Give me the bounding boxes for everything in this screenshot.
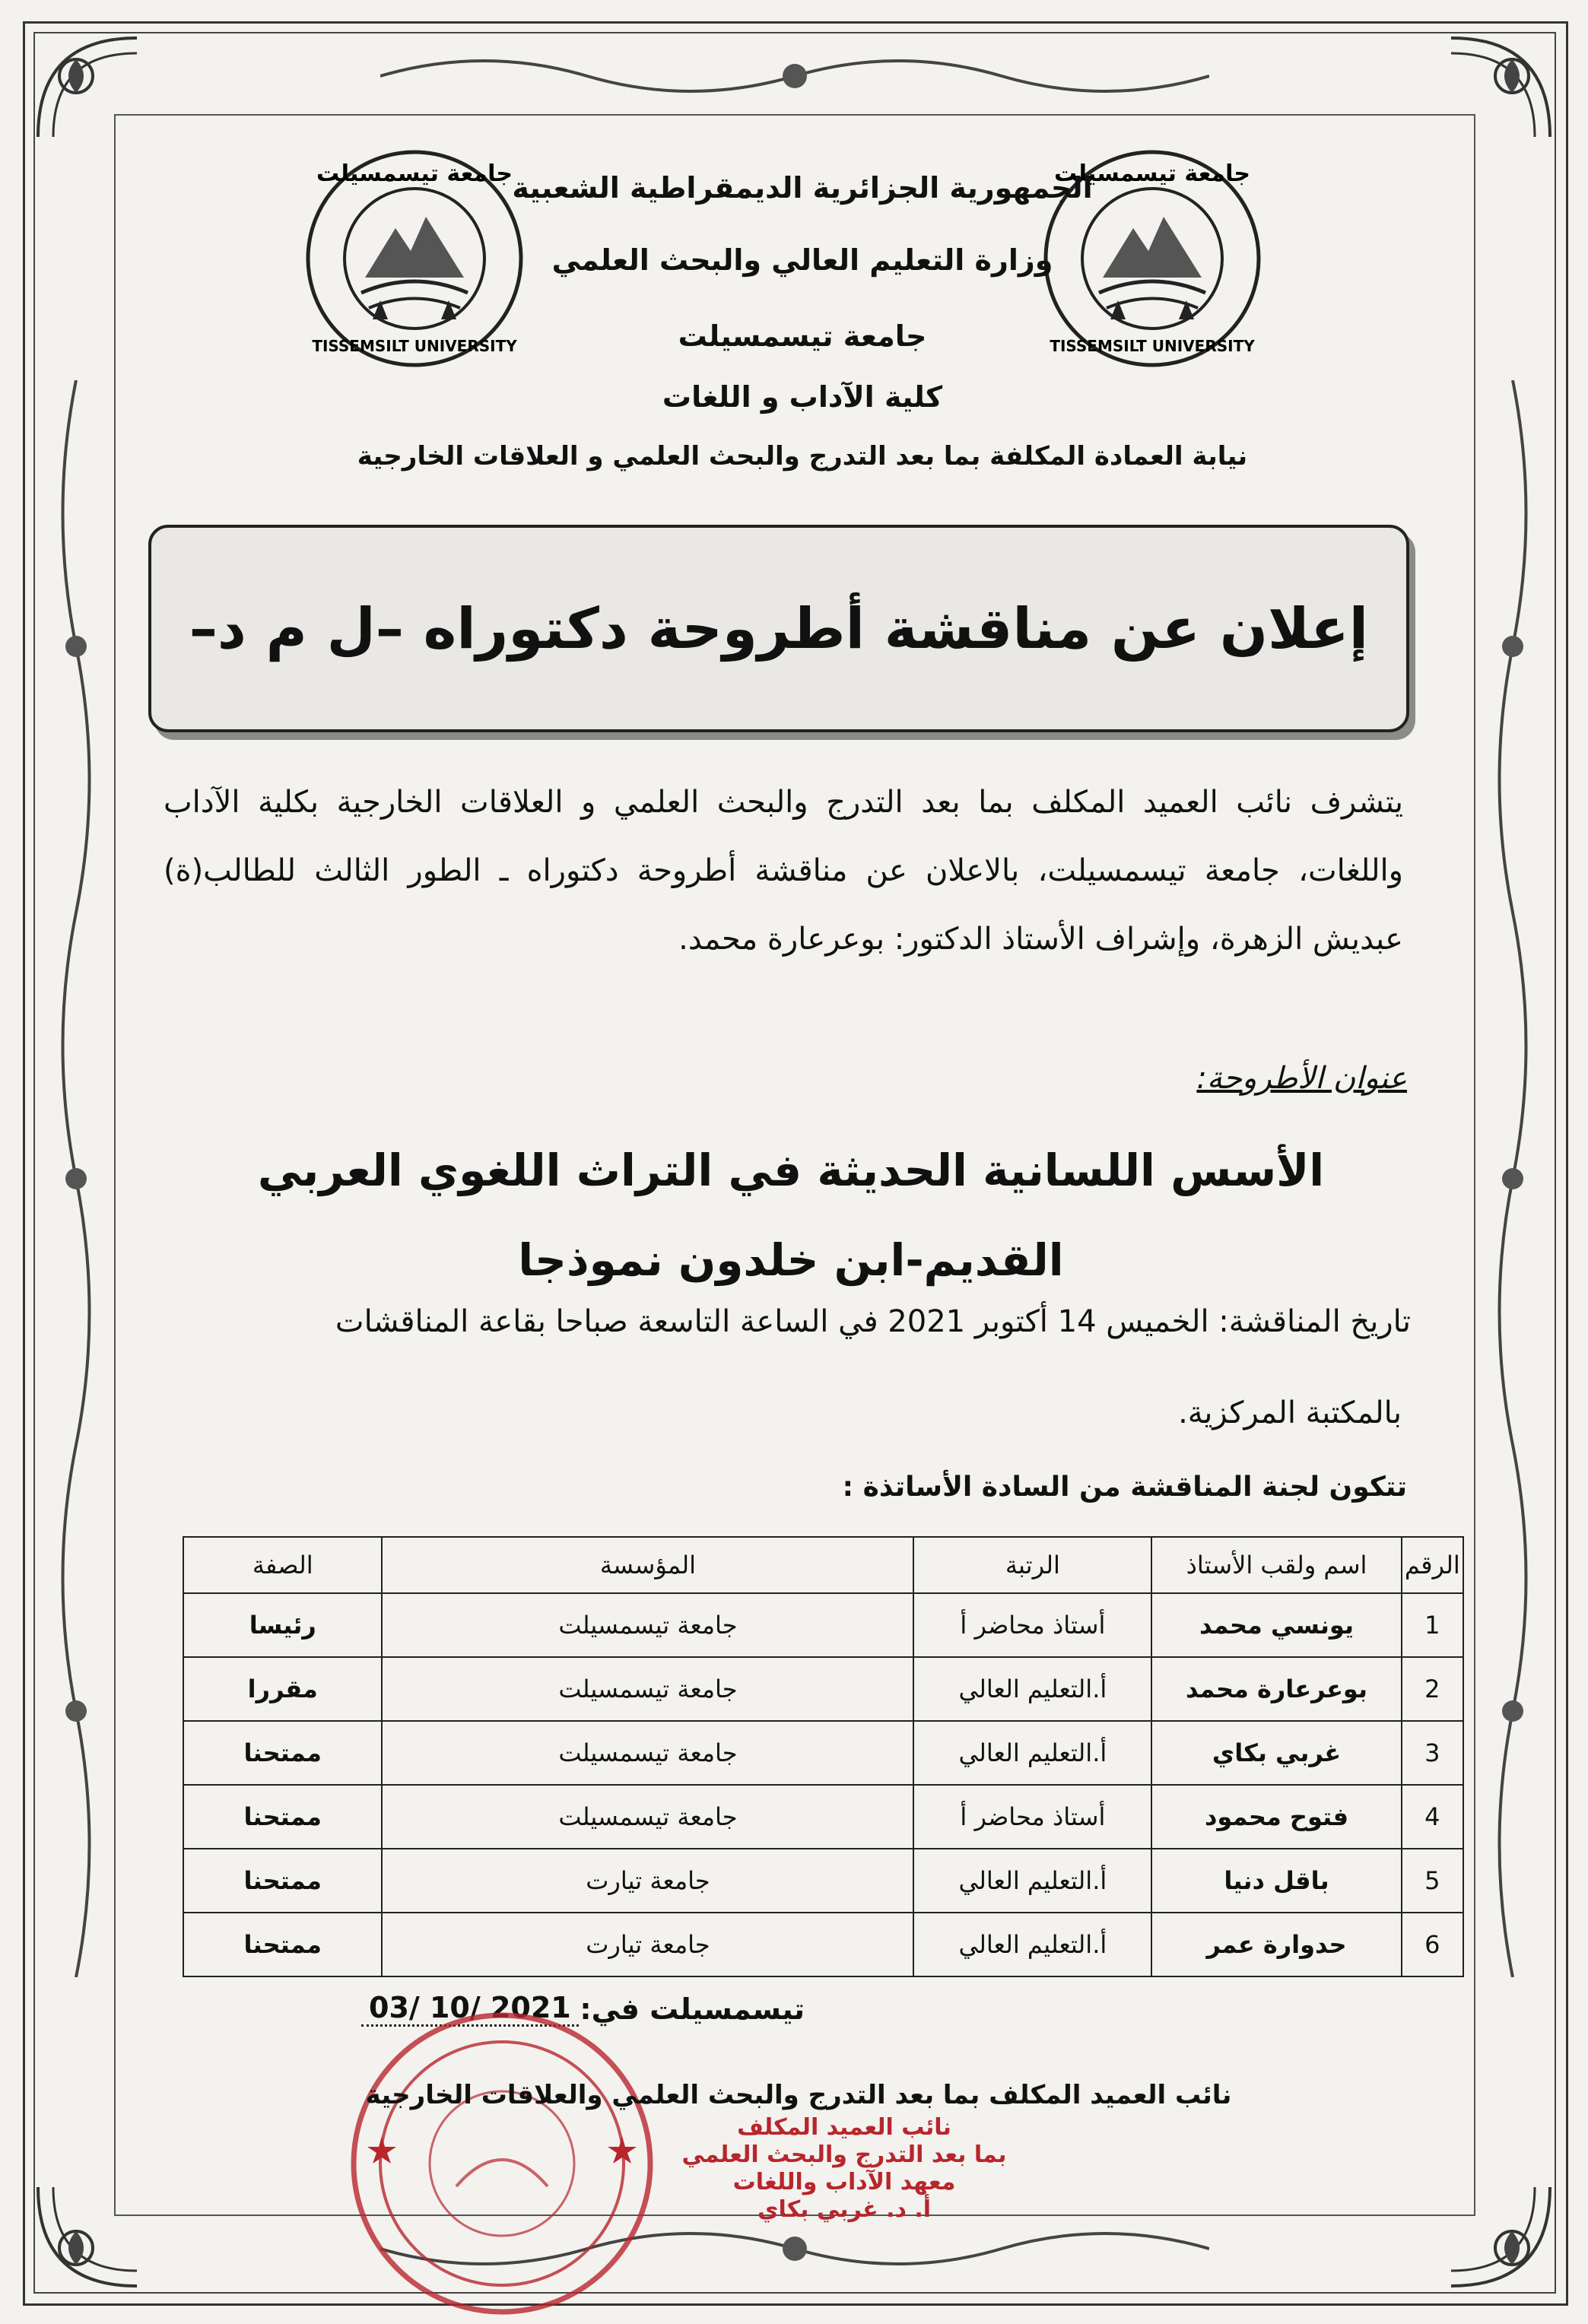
cell-institution: جامعة تيسمسيلت [382,1721,913,1785]
corner-ornament-icon [30,2180,145,2294]
corner-ornament-icon [1443,30,1558,144]
left-side-ornament-icon [42,380,110,1977]
thesis-title: الأسس اللسانية الحديثة في التراث اللغوي العربي القديم-ابن خلدون نموذجا [257,1145,1325,1286]
republic-heading: الجمهورية الجزائرية الديمقراطية الشعبية [512,171,1093,205]
signature-date: 03/ 10/ 2021 [361,1991,579,2027]
announcement-paragraph: يتشرف نائب العميد المكلف بما بعد التدرج والبحث العلمي و العلاقات الخارجية بكلية الآداب واللغات، جامعة تيسمسيلت، بالاعلان عن مناقشة أطروحة دكتوراه ـ الطور الثالث للطالب(ة) عبديش الزهرة، وإشراف الأستاذ الدكتور: بوعرعارة محمد. [164,785,1403,957]
corner-ornament-icon [30,30,145,144]
cell-role: مقررا [183,1657,382,1721]
cell-rank: أ.التعليم العالي [913,1657,1151,1721]
logo-arabic-text: جامعة تيسمسيلت [1054,160,1250,187]
cell-institution: جامعة تيسمسيلت [382,1593,913,1657]
cell-role: ممتحنا [183,1849,382,1913]
cell-rank: أ.التعليم العالي [913,1849,1151,1913]
cell-rank: أستاذ محاضر أ [913,1593,1151,1657]
header-num: الرقم [1402,1537,1463,1593]
header-name: اسم ولقب الأستاذ [1151,1537,1401,1593]
corner-ornament-icon [1443,2180,1558,2294]
table-row [183,1849,1463,1913]
table-row [183,1913,1463,1976]
cell-num: 1 [1402,1593,1463,1657]
logo-latin-text: TISSEMSILT UNIVERSITY [1050,337,1255,355]
cell-name: باقل دنيا [1151,1849,1401,1913]
table-row [183,1593,1463,1657]
cell-rank: أ.التعليم العالي [913,1913,1151,1976]
cell-role: ممتحنا [183,1913,382,1976]
announcement-title-box [148,525,1409,732]
stamp-name: أ. د. غربي بكاي [757,2196,932,2223]
header-institution: المؤسسة [382,1537,913,1593]
faculty-heading: كلية الآداب و اللغات [662,380,943,414]
cell-name: غربي بكاي [1151,1721,1401,1785]
thesis-title-label: عنوان الأطروحة: [1196,1061,1407,1096]
official-stamp-icon [342,2004,662,2323]
cell-num: 5 [1402,1849,1463,1913]
cell-num: 3 [1402,1721,1463,1785]
committee-intro: تتكون لجنة المناقشة من السادة الأساتذة : [842,1472,1407,1503]
right-side-ornament-icon [1478,380,1547,1977]
cell-num: 6 [1402,1913,1463,1976]
defense-place: بالمكتبة المركزية. [1178,1395,1402,1430]
cell-institution: جامعة تيارت [382,1913,913,1976]
stamp-line: بما بعد التدرج والبحث العلمي [681,2141,1007,2168]
header-rank: الرتبة [913,1537,1151,1593]
table-header-row [183,1537,1463,1593]
signatory-title: نائب العميد المكلف بما بعد التدرج والبحث العلمي والعلاقات الخارجية [365,2080,1232,2110]
cell-rank: أستاذ محاضر أ [913,1785,1151,1849]
logo-arabic-text: جامعة تيسمسيلت [316,160,513,187]
cell-name: يونسي محمد [1151,1593,1401,1657]
logo-latin-text: TISSEMSILT UNIVERSITY [312,337,517,355]
signature-place: تيسمسيلت في: [580,1992,805,2026]
jury-table [183,1536,1464,1977]
cell-institution: جامعة تيسمسيلت [382,1785,913,1849]
cell-rank: أ.التعليم العالي [913,1721,1151,1785]
top-ornament-icon [380,38,1209,110]
header-role: الصفة [183,1537,382,1593]
university-heading: جامعة تيسمسيلت [678,319,927,353]
announcement-title: إعلان عن مناقشة أطروحة دكتوراه –ل م د– [189,595,1369,662]
cell-role: ممتحنا [183,1785,382,1849]
cell-institution: جامعة تيسمسيلت [382,1657,913,1721]
ministry-heading: وزارة التعليم العالي والبحث العلمي [551,243,1053,277]
cell-role: ممتحنا [183,1721,382,1785]
table-row [183,1721,1463,1785]
cell-institution: جامعة تيارت [382,1849,913,1913]
cell-num: 4 [1402,1785,1463,1849]
cell-num: 2 [1402,1657,1463,1721]
cell-name: حدوارة عمر [1151,1913,1401,1976]
table-row [183,1657,1463,1721]
stamp-line: نائب العميد المكلف [737,2114,951,2141]
cell-name: بوعرعارة محمد [1151,1657,1401,1721]
signature-stamp-text [646,2114,1042,2224]
cell-name: فتوح محمود [1151,1785,1401,1849]
office-heading: نيابة العمادة المكلفة بما بعد التدرج والبحث العلمي و العلاقات الخارجية [357,441,1248,471]
defense-date: تاريخ المناقشة: الخميس 14 أكتوبر 2021 في الساعة التاسعة صباحا بقاعة المناقشات [335,1304,1411,1339]
cell-role: رئيسا [183,1593,382,1657]
stamp-line: معهد الآداب واللغات [732,2169,956,2195]
table-row [183,1785,1463,1849]
